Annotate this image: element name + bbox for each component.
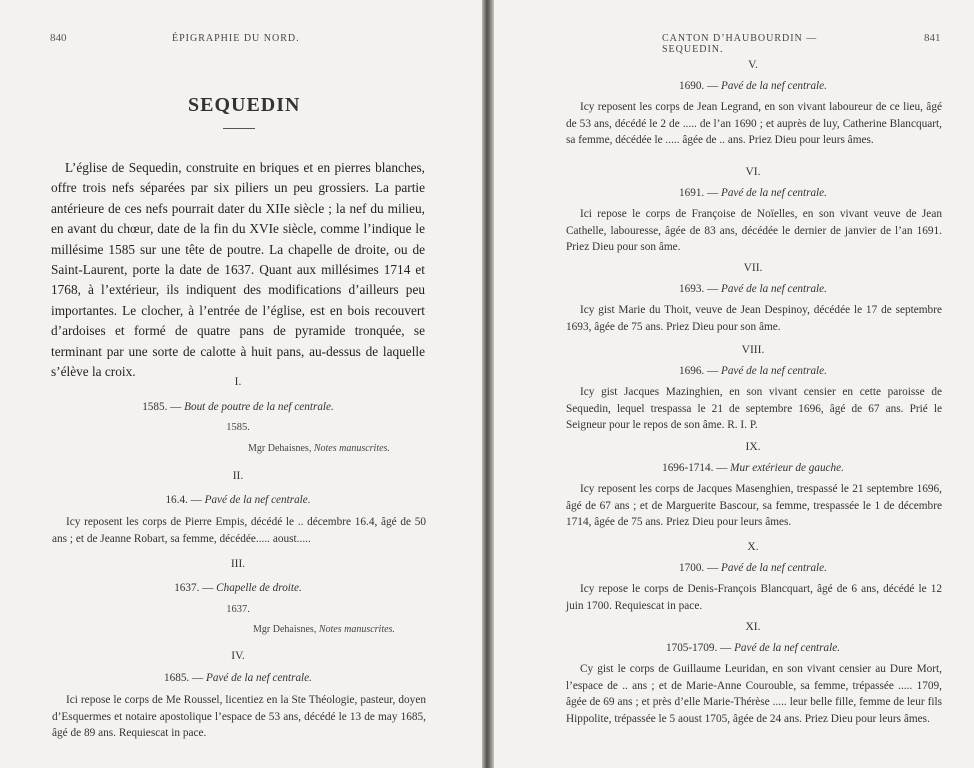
entry-location: Mur extérieur de gauche. xyxy=(730,462,844,474)
entry-dash: — xyxy=(170,401,182,413)
entry-text: Icy gist Marie du Thoit, veuve de Jean Despinoy, décédée le 17 de septembre 1693, âgée de 75 ans. Priez Dieu pour son âme. xyxy=(566,304,942,333)
entry-numeral: III. xyxy=(230,558,246,570)
entry-date: 1685. xyxy=(164,672,190,684)
entry-location: Pavé de la nef centrale. xyxy=(721,187,827,199)
entry-dash: — xyxy=(716,462,728,474)
book-gutter xyxy=(482,0,494,768)
entry-numeral: IX. xyxy=(745,441,761,453)
entry-location: Pavé de la nef centrale. xyxy=(734,642,840,654)
entry-numeral: I. xyxy=(234,376,242,388)
entry-date: 1585. xyxy=(142,401,168,413)
entry-inscription: 1585. xyxy=(226,422,250,433)
running-head: ÉPIGRAPHIE DU NORD. xyxy=(172,33,300,44)
entry-location: Bout de poutre de la nef centrale. xyxy=(184,401,334,413)
right-page xyxy=(494,0,974,768)
entry-heading xyxy=(50,401,426,413)
intro-paragraph: L’église de Sequedin, construite en briques et en pierres blanches, offre trois nefs séparées par six piliers un peu grossiers. La partie antérieure de ces nefs pourrait dater du XIIe siècle ; la nef du milieu, en avant du chœur, date de la fin du XVIe siècle, comme l’indique le millésime 1585 sur une tête de poutre. La chapelle de droite, ou de Saint-Laurent, porte la date de 1637. Quant aux millésimes 1714 et 1768, à l’extérieur, ils indiquent des modifications d’ailleurs peu importantes. Le clocher, à l’entrée de l’église, est en bois recouvert d’ardoises et formé de quatre pans de pyramide tronquée, se terminant par une sorte de calotte à huit pans, au-dessus de laquelle s’élève la croix. xyxy=(51,160,425,380)
entry-dash: — xyxy=(202,582,214,594)
entry-numeral: VII. xyxy=(743,262,763,274)
entry-text: Icy gist Jacques Mazinghien, en son vivant censier en cette paroisse de Sequedin, lequel trespassa le 21 de septembre 1696, âgé de 67 ans. Prié le Seigneur pour le repos de son âme. R. I. P. xyxy=(566,386,942,432)
entry-numeral: V. xyxy=(748,59,758,71)
entry-location: Pavé de la nef centrale. xyxy=(204,494,311,506)
entry-text: Cy gist le corps de Guillaume Leuridan, en son vivant censier au Dure Mort, l’espace de .. ans ; et de Marie-Anne Courouble, sa femme, trépassée ..... 1709, âgée de 69 ans ; et près d’elle Marie-Thérèse ..... leur belle fille, femme de leur fils Hippolite, trépassée le 5 aoust 1705, âgée de 24 ans. Priez Dieu pour leurs âmes. xyxy=(566,663,942,725)
entry-location: Pavé de la nef centrale. xyxy=(721,283,827,295)
entry-source xyxy=(248,443,448,454)
entry-heading xyxy=(564,642,942,654)
entry-heading xyxy=(564,462,942,474)
entry-text: Icy repose le corps de Denis-François Blancquart, âgé de 6 ans, décédé le 12 juin 1700. Requiescat in pace. xyxy=(566,583,942,612)
entry-date: 1696. xyxy=(679,365,705,377)
entry-date: 1691. xyxy=(679,187,705,199)
entry-numeral: VI. xyxy=(745,166,761,178)
entry-dash: — xyxy=(192,672,204,684)
entry-heading xyxy=(564,562,942,574)
entry-date: 1637. xyxy=(174,582,200,594)
entry-text: Ici repose le corps de Françoise de Noïelles, en son vivant veuve de Jean Cathelle, labouresse, âgée de 83 ans, décédée le dernier de janvier de l’an 1691. Priez Dieu pour son âme. xyxy=(566,208,942,254)
entry-heading xyxy=(50,494,426,506)
entry-text: Ici repose le corps de Me Roussel, licentiez en la Ste Théologie, pasteur, doyen d’Esquermes et notaire apostolique l’espace de 53 ans, décédé le 13 de may 1685, âgé de 89 ans. Requiescat in pace. xyxy=(52,694,426,740)
entry-location: Pavé de la nef centrale. xyxy=(721,80,827,92)
entry-location: Pavé de la nef centrale. xyxy=(721,365,827,377)
entry-date: 1705-1709. xyxy=(666,642,718,654)
entry-dash: — xyxy=(190,494,202,506)
entry-date: 1690. xyxy=(679,80,705,92)
entry-inscription: 1637. xyxy=(226,604,250,615)
entry-date: 1700. xyxy=(679,562,705,574)
page-number: 841 xyxy=(924,32,941,44)
entry-dash: — xyxy=(707,562,719,574)
entry-dash: — xyxy=(720,642,732,654)
entry-dash: — xyxy=(707,187,719,199)
entry-location: Pavé de la nef centrale. xyxy=(206,672,312,684)
source-author: Mgr Dehaisnes, xyxy=(248,443,312,454)
page-title: SEQUEDIN xyxy=(188,94,301,116)
source-author: Mgr Dehaisnes, xyxy=(253,624,317,635)
entry-text: Icy reposent les corps de Pierre Empis, décédé le .. décembre 16.4, âgé de 50 ans ; et de Jeanne Robart, sa femme, décédée..... aoust..... xyxy=(52,516,426,545)
entry-dash: — xyxy=(707,283,719,295)
entry-location: Chapelle de droite. xyxy=(216,582,302,594)
source-work: Notes manuscrites. xyxy=(313,443,390,454)
entry-numeral: VIII. xyxy=(741,344,765,356)
entry-numeral: XI. xyxy=(745,621,761,633)
entry-date: 1696-1714. xyxy=(662,462,714,474)
title-rule xyxy=(223,128,255,129)
entry-heading xyxy=(564,365,942,377)
entry-text: Icy reposent les corps de Jacques Masenghien, trespassé le 21 septembre 1696, âgé de 67 ans ; et de Marguerite Bascour, sa femme, trespassée le 1 de décembre 1714, âgée de 75 ans. Priez Dieu pour leurs âmes. xyxy=(566,483,942,529)
running-head: CANTON D’HAUBOURDIN — SEQUEDIN. xyxy=(662,33,818,55)
entry-dash: — xyxy=(707,80,719,92)
entry-heading xyxy=(564,187,942,199)
entry-date: 16.4. xyxy=(165,494,188,506)
entry-numeral: II. xyxy=(232,470,244,482)
entry-numeral: IV. xyxy=(231,650,245,662)
entry-source xyxy=(253,624,453,635)
entry-heading xyxy=(50,672,426,684)
entry-dash: — xyxy=(707,365,719,377)
left-page xyxy=(0,0,482,768)
page-number: 840 xyxy=(50,32,67,44)
source-work: Notes manuscrites. xyxy=(318,624,395,635)
entry-heading xyxy=(564,283,942,295)
entry-heading xyxy=(50,582,426,594)
entry-location: Pavé de la nef centrale. xyxy=(721,562,827,574)
entry-numeral: X. xyxy=(747,541,759,553)
entry-date: 1693. xyxy=(679,283,705,295)
entry-heading xyxy=(564,80,942,92)
entry-text: Icy reposent les corps de Jean Legrand, en son vivant laboureur de ce lieu, âgé de 53 ans, décédé le 2 de ..... de l’an 1690 ; et auprès de luy, Catherine Blancquart, sa femme, décédée le ..... âgée de .. ans. Priez Dieu pour leurs âmes. xyxy=(566,101,942,147)
